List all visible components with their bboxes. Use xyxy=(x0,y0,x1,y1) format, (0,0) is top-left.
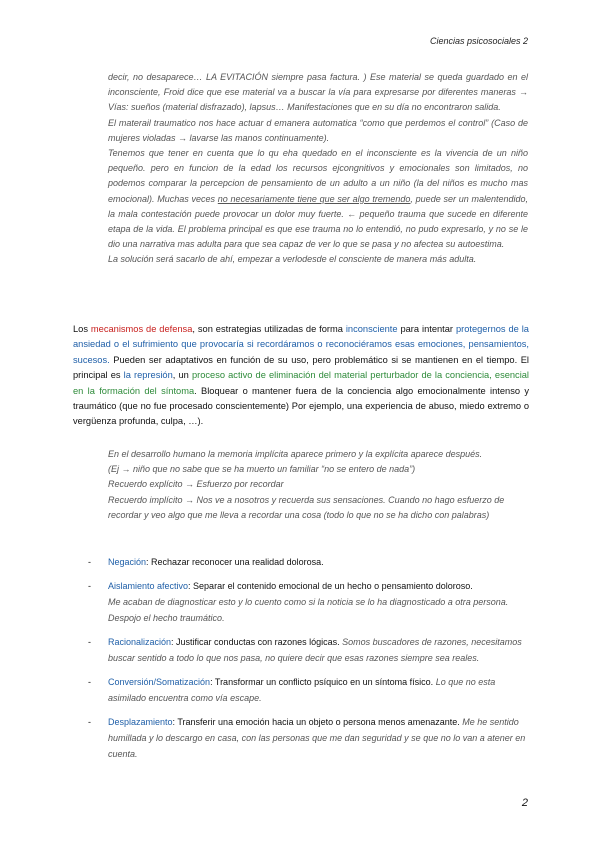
highlight-process: proceso activo de eliminación del material perturbador de la conciencia, esencial en la formación del síntoma xyxy=(73,370,530,396)
notes-top xyxy=(108,70,528,268)
underlined-phrase: no necesariamente tiene que ser algo tremendo xyxy=(217,193,411,204)
list-term: Conversión/Somatización xyxy=(108,677,211,687)
defense-mechanisms-list xyxy=(88,554,528,770)
list-item xyxy=(88,634,528,666)
list-term: Racionalización xyxy=(108,637,172,647)
highlight-protect: protegernos de la ansiedad o el sufrimiento que provocaría si recordáramos o reconociéramos esas emociones, pensamientos, sucesos. xyxy=(73,324,529,365)
list-definition: : Rechazar reconocer una realidad dolorosa. xyxy=(146,557,324,567)
list-term: Negación xyxy=(108,557,147,567)
list-example: Me he sentido humillada y lo descargo en casa, con las personas que me dan seguridad y se que no lo van a atener en cuenta. xyxy=(108,717,526,759)
term-repression: la represión xyxy=(123,370,173,381)
list-definition: : Separar el contenido emocional de un hecho o pensamiento doloroso. xyxy=(188,581,473,591)
list-example: Me acaban de diagnosticar esto y lo cuento como si la noticia se lo ha diagnosticado a otra persona. Despojo el hecho traumático. xyxy=(108,597,509,623)
main-paragraph: Los mecanismos de defensa, son estrategias utilizadas de forma inconsciente para intentar protegernos de la ansiedad o el sufrimiento que provocaría si recordáramos o reconociéramos esas emociones, pensamientos, sucesos. Pueden ser adaptativos en función de su uso, pero problemático si se mantienen en el tiempo. El principal es la represión, un proceso activo de eliminación del material perturbador de la conciencia, esencial en la formación del síntoma. Bloquear o mantener fuera de la conciencia algo emocionalmente intenso y traumático (que no fue procesado conscientemente) Por ejemplo, una experiencia de abuso, miedo extremo o vergüenza profunda, culpa, …). xyxy=(73,324,530,427)
note-paragraph: decir, no desaparece… LA EVITACIÓN siempre pasa factura. ) Ese material se queda guardado en el inconsciente, Froid dice que ese material va a buscar la vía para expresarse por diferentes maneras → Vías: sueños (material disfrazado), lapsus… Manifestaciones que en su día no encontraron salida. xyxy=(108,72,528,113)
list-definition: : Transferir una emoción hacia un objeto o persona menos amenazante. xyxy=(172,717,460,727)
note-paragraph: Tenemos que tener en cuenta que lo qu eha quedado en el inconsciente es la vivencia de un niño pequeño. pero en funcion de la edad los recursos ejcongnitivos y emocionales son limitados, no podemos comparar la percepcion de pensamiento de un adulto a un niño (la del niños es mucho mas emocional). Muchas veces no necesariamente tiene que ser algo tremendo, puede ser un malentendido, la mala contestación puede provocar un dolor muy fuerte. ← pequeño trauma que sucede en diferente etapa de la vida. El problema principal es que ese trauma no lo entendió, no pudo expresarlo, y no se le dio una narrativa mas adulta para que sea capaz de ver lo que se pasa y no afectea su autoestima. xyxy=(108,148,528,250)
term-unconscious: inconsciente xyxy=(345,324,398,334)
list-term: Aislamiento afectivo xyxy=(108,581,189,591)
list-item xyxy=(88,578,528,626)
list-term: Desplazamiento xyxy=(108,717,173,727)
note-line: (Ej → niño que no sabe que se ha muerto un familiar “no se entero de nada”) xyxy=(108,464,416,475)
note-line: Recuerdo explícito → Esfuerzo por recordar xyxy=(108,479,284,490)
page-number: 2 xyxy=(521,797,528,809)
note-paragraph: El materail traumatico nos hace actuar d emanera automatica “como que perdemos el control” (Caso de mujeres violadas → lavarse las manos continuamente). xyxy=(108,117,528,143)
list-definition: : Transformar un conflicto psíquico en un síntoma físico. xyxy=(210,677,434,687)
dash-bullet: - xyxy=(88,677,91,687)
term-defense-mechanisms: mecanismos de defensa xyxy=(90,324,193,334)
page-header: Ciencias psicosociales 2 xyxy=(429,36,528,46)
notes-middle xyxy=(108,447,528,523)
list-item xyxy=(88,674,528,706)
dash-bullet: - xyxy=(88,717,91,727)
dash-bullet: - xyxy=(88,581,91,591)
list-item xyxy=(88,714,528,762)
dash-bullet: - xyxy=(88,637,91,647)
dash-bullet: - xyxy=(88,557,91,567)
note-paragraph: La solución será sacarlo de ahí, empezar a verlodesde el consciente de manera más adulta. xyxy=(108,254,477,265)
note-line: En el desarrollo humano la memoria implícita aparece primero y la explícita aparece después. xyxy=(108,449,483,459)
list-example: Lo que no esta asimilado encuentra como vía escape. xyxy=(108,677,496,703)
list-definition: : Justificar conductas con razones lógicas. xyxy=(171,637,340,647)
list-example: Somos buscadores de razones, necesitamos buscar sentido a todo lo que nos pasa, no quiere decir que esas razones siempre sea reales. xyxy=(108,637,522,663)
list-item xyxy=(88,554,528,570)
note-line: Recuerdo implícito → Nos ve a nosotros y recuerda sus sensaciones. Cuando no hago esfuerzo de recordar y veo algo que me lleva a recordar una cosa (todo lo que no se ha dicho con palabras) xyxy=(108,494,505,520)
